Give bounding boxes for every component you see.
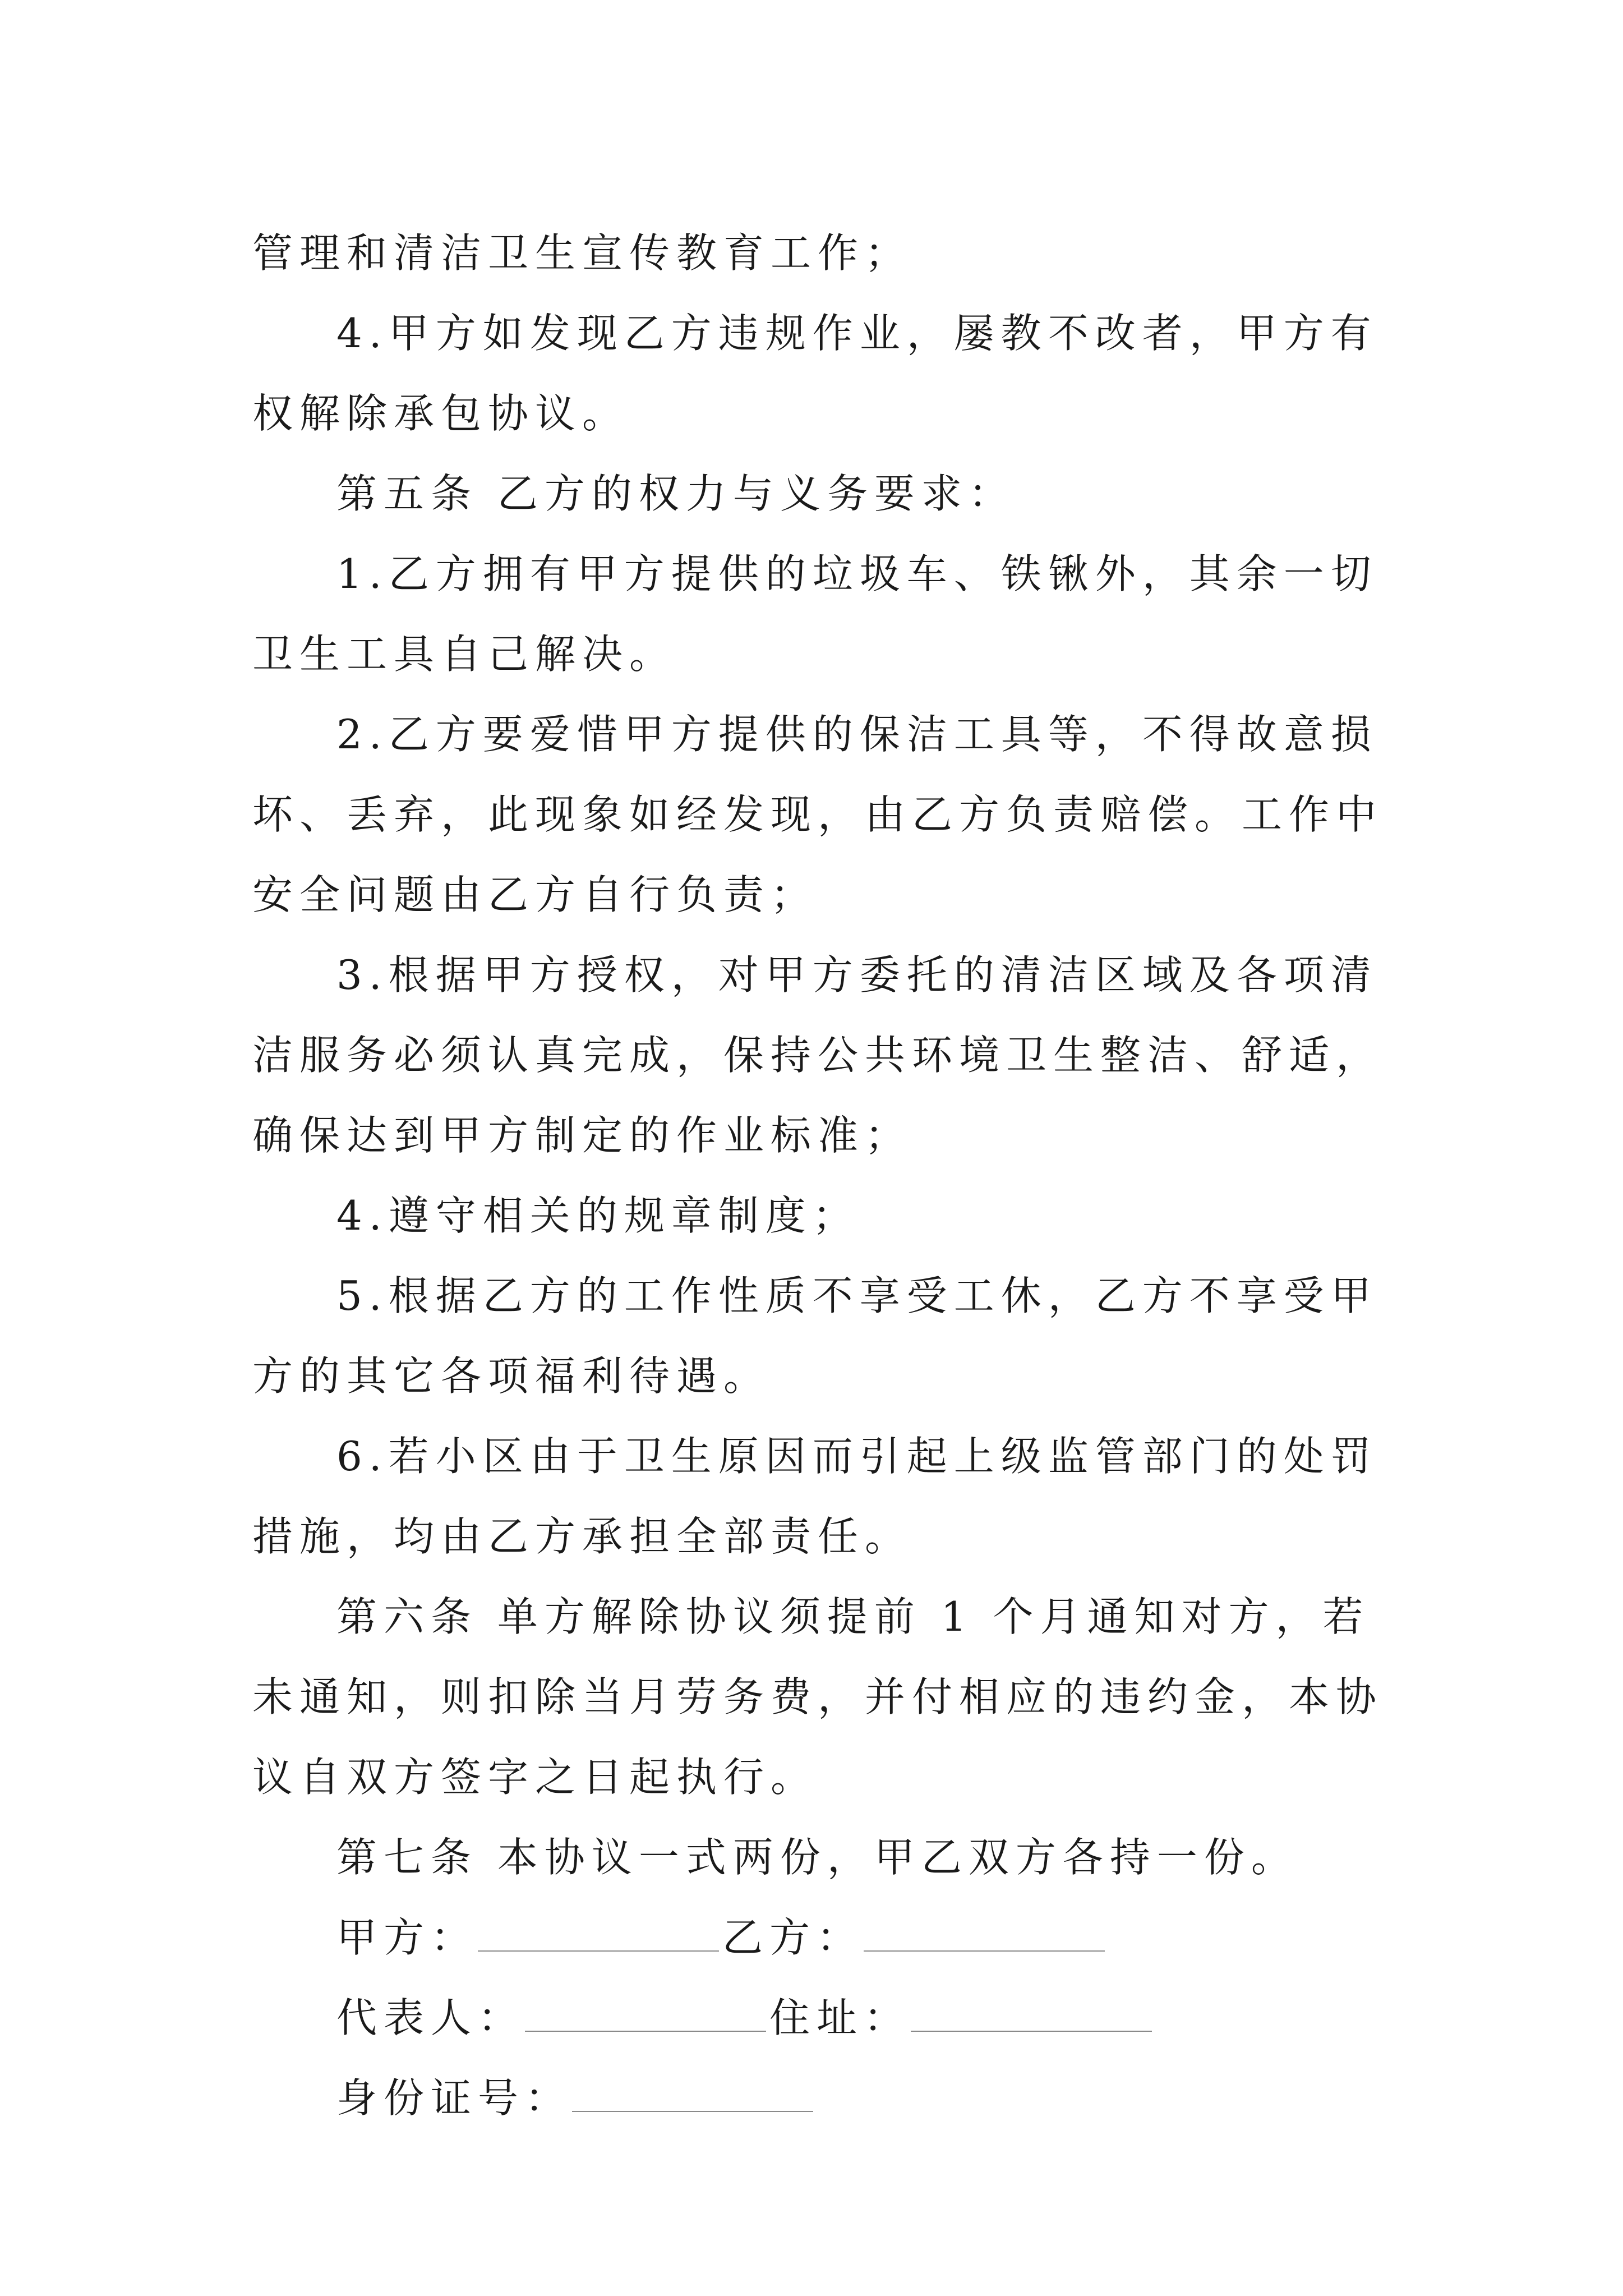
party-b-blank[interactable] [864, 1950, 1105, 1952]
article-6: 第六条 单方解除协议须提前 1 个月通知对方，若未通知，则扣除当月劳务费，并付相应的违约金，本协议自双方签字之日起执行。 [252, 1593, 1384, 1801]
party-a-label: 甲方： [336, 1914, 478, 1961]
article-5-heading: 第五条 乙方的权力与义务要求： [336, 470, 1016, 517]
address-blank[interactable] [911, 2031, 1152, 2032]
paragraph-9: 6.若小区由于卫生原因而引起上级监管部门的处罚措施，均由乙方承担全部责任。 [252, 1433, 1378, 1560]
paragraph-2: 4.甲方如发现乙方违规作业，屡教不改者，甲方有权解除承包协议。 [252, 310, 1378, 437]
signature-line-id [252, 2058, 1385, 2138]
party-a-blank[interactable] [478, 1950, 719, 1952]
signature-line-parties [252, 1898, 1385, 1978]
paragraph-1: 管理和清洁卫生宣传教育工作； [252, 229, 912, 277]
paragraph-8: 5.根据乙方的工作性质不享受工休，乙方不享受甲方的其它各项福利待遇。 [252, 1272, 1378, 1400]
paragraph-4: 1.乙方拥有甲方提供的垃圾车、铁锹外，其余一切卫生工具自己解决。 [252, 550, 1378, 678]
signature-line-representative [252, 1978, 1385, 2058]
address-label: 住址： [769, 1994, 911, 2041]
document-body [252, 213, 1385, 2138]
id-number-label: 身份证号： [336, 2074, 573, 2122]
party-b-label: 乙方： [722, 1914, 864, 1961]
representative-label: 代表人： [336, 1994, 525, 2041]
article-7: 第七条 本协议一式两份，甲乙双方各持一份。 [336, 1834, 1298, 1881]
id-number-blank[interactable] [572, 2111, 813, 2112]
paragraph-5: 2.乙方要爱惜甲方提供的保洁工具等，不得故意损坏、丢弃，此现象如经发现，由乙方负责赔偿。工作中安全问题由乙方自行负责； [252, 711, 1384, 918]
paragraph-7: 4.遵守相关的规章制度； [336, 1192, 860, 1239]
paragraph-6: 3.根据甲方授权，对甲方委托的清洁区域及各项清洁服务必须认真完成，保持公共环境卫生整洁、舒适，确保达到甲方制定的作业标准； [252, 951, 1384, 1159]
representative-blank[interactable] [525, 2031, 766, 2032]
